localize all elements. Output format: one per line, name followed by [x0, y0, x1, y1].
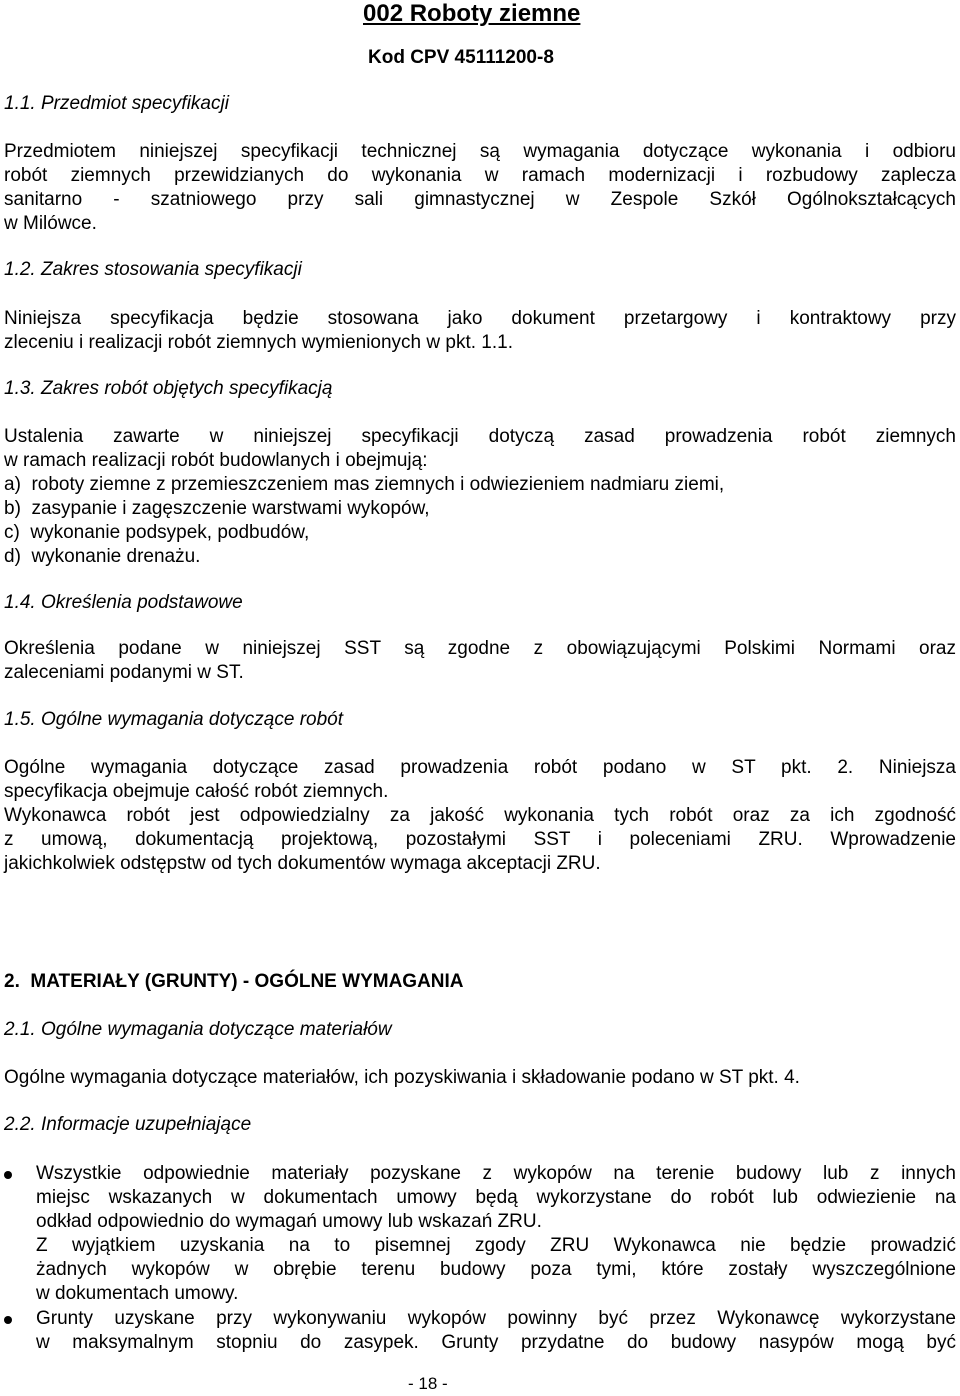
- heading-1-1: 1.1. Przedmiot specyfikacji: [4, 93, 229, 114]
- text-line: Określenia podane w niniejszej SST są zgodne z obowiązującymi Polskimi Normami oraz: [4, 638, 956, 659]
- text-line: robót ziemnych przewidzianych do wykonania w ramach modernizacji i rozbudowy zaplecza: [4, 165, 956, 186]
- text-line: w Milówce.: [4, 213, 97, 234]
- text-line: Ogólne wymagania dotyczące zasad prowadzenia robót podano w ST pkt. 2. Niniejsza: [4, 757, 956, 778]
- text-line: Ustalenia zawarte w niniejszej specyfikacji dotyczą zasad prowadzenia robót ziemnych: [4, 426, 956, 447]
- paragraph-1-2: [4, 307, 956, 355]
- text-line: Wykonawca robót jest odpowiedzialny za jakość wykonania tych robót oraz za ich zgodność: [4, 805, 956, 826]
- heading-1-2: 1.2. Zakres stosowania specyfikacji: [4, 259, 302, 280]
- text-line: Ogólne wymagania dotyczące materiałów, ich pozyskiwania i składowanie podano w ST pkt. 4.: [4, 1067, 800, 1088]
- text-line: Wszystkie odpowiednie materiały pozyskane z wykopów na terenie budowy lub z innych: [36, 1163, 956, 1184]
- text-line: zleceniu i realizacji robót ziemnych wymienionych w pkt. 1.1.: [4, 332, 513, 353]
- paragraph-1-1: [4, 140, 956, 236]
- bullet-text: [36, 1162, 956, 1306]
- text-line: w dokumentach umowy.: [36, 1283, 239, 1304]
- text-line: Z wyjątkiem uzyskania na to pisemnej zgody ZRU Wykonawca nie będzie prowadzić: [36, 1235, 956, 1256]
- paragraph-1-4: [4, 637, 956, 685]
- page-number: - 18 -: [408, 1374, 448, 1393]
- text-line: z umową, dokumentacją projektową, pozostałymi SST i poleceniami ZRU. Wprowadzenie: [4, 829, 956, 850]
- bullet-item-2: [4, 1307, 956, 1355]
- text-line: zaleceniami podanymi w ST.: [4, 662, 244, 683]
- list-item: b) zasypanie i zagęszczenie warstwami wykopów,: [4, 498, 430, 519]
- cpv-code: Kod CPV 45111200-8: [368, 47, 554, 68]
- bullet-text: [36, 1307, 956, 1355]
- heading-1-3: 1.3. Zakres robót objętych specyfikacją: [4, 378, 333, 399]
- text-line: Przedmiotem niniejszej specyfikacji technicznej są wymagania dotyczące wykonania i odbioru: [4, 141, 956, 162]
- list-item: d) wykonanie drenażu.: [4, 546, 201, 567]
- text-line: w maksymalnym stopniu do zasypek. Grunty przydatne do budowy nasypów mogą być: [36, 1332, 956, 1353]
- heading-2-1: 2.1. Ogólne wymagania dotyczące materiałów: [4, 1019, 392, 1040]
- paragraph-1-5: [4, 756, 956, 876]
- text-line: sanitarno - szatniowego przy sali gimnastycznej w Zespole Szkół Ogólnokształcących: [4, 189, 956, 210]
- bullet-icon: [4, 1171, 12, 1179]
- list-item: c) wykonanie podsypek, podbudów,: [4, 522, 310, 543]
- document-title: 002 Roboty ziemne: [363, 0, 581, 27]
- text-line: jakichkolwiek odstępstw od tych dokumentów wymaga akceptacji ZRU.: [4, 853, 601, 874]
- text-line: miejsc wskazanych w dokumentach umowy będą wykorzystane do robót lub odwiezienie na: [36, 1187, 956, 1208]
- text-line: Niniejsza specyfikacja będzie stosowana jako dokument przetargowy i kontraktowy przy: [4, 308, 956, 329]
- heading-1-4: 1.4. Określenia podstawowe: [4, 592, 243, 613]
- heading-2-2: 2.2. Informacje uzupełniające: [4, 1114, 252, 1135]
- bullet-item-1: [4, 1162, 956, 1306]
- heading-1-5: 1.5. Ogólne wymagania dotyczące robót: [4, 709, 344, 730]
- paragraph-2-1: [4, 1066, 956, 1090]
- text-line: w ramach realizacji robót budowlanych i obejmują:: [4, 450, 428, 471]
- paragraph-1-3: [4, 425, 956, 569]
- bullet-icon: [4, 1316, 12, 1324]
- heading-2: 2. MATERIAŁY (GRUNTY) - OGÓLNE WYMAGANIA: [4, 971, 464, 992]
- text-line: Grunty uzyskane przy wykonywaniu wykopów powinny być przez Wykonawcę wykorzystane: [36, 1308, 956, 1329]
- list-item: a) roboty ziemne z przemieszczeniem mas ziemnych i odwiezieniem nadmiaru ziemi,: [4, 474, 725, 495]
- text-line: odkład odpowiednio do wymagań umowy lub wskazań ZRU.: [36, 1211, 542, 1232]
- text-line: żadnych wykopów w obrębie terenu budowy poza tymi, które zostały wyszczególnione: [36, 1259, 956, 1280]
- text-line: specyfikacja obejmuje całość robót ziemnych.: [4, 781, 389, 802]
